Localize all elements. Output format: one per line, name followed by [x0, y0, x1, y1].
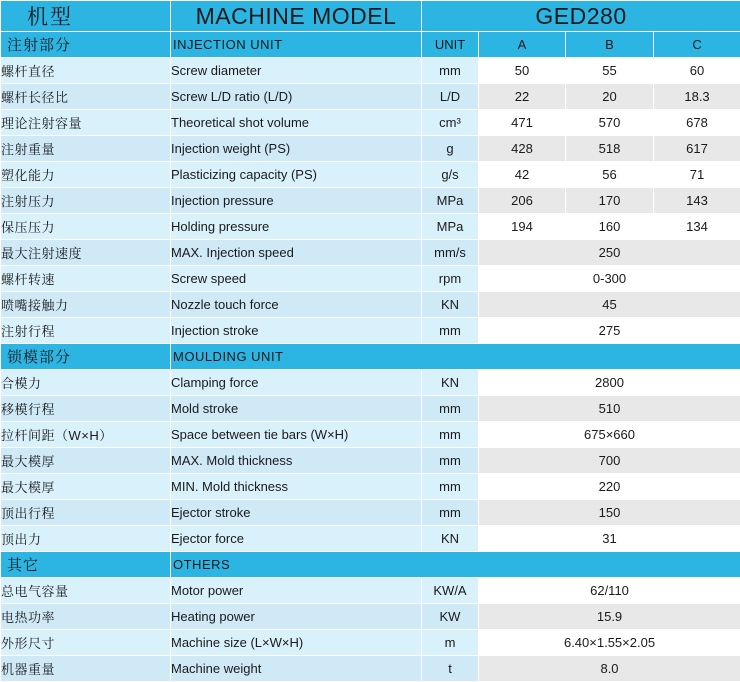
row-label-en: Ejector force	[171, 526, 422, 552]
row-unit: t	[422, 656, 479, 682]
row-label-en: Heating power	[171, 604, 422, 630]
row-value: 62/110	[479, 578, 740, 604]
table-row	[1, 422, 740, 448]
row-unit: mm	[422, 318, 479, 344]
header-en-title: MACHINE MODEL	[171, 1, 422, 32]
row-value-c: 143	[654, 188, 740, 214]
row-unit: KW	[422, 604, 479, 630]
table-row	[1, 448, 740, 474]
row-value-b: 20	[566, 84, 654, 110]
row-value: 8.0	[479, 656, 740, 682]
row-label-cn: 最大模厚	[1, 448, 171, 474]
row-label-cn: 螺杆转速	[1, 266, 171, 292]
row-value-a: 42	[479, 162, 566, 188]
row-label-cn: 最大注射速度	[1, 240, 171, 266]
row-value-b: 56	[566, 162, 654, 188]
row-value-b: 55	[566, 58, 654, 84]
table-row	[1, 240, 740, 266]
row-value-a: 206	[479, 188, 566, 214]
row-label-en: Screw diameter	[171, 58, 422, 84]
row-label-cn: 拉杆间距（W×H）	[1, 422, 171, 448]
row-label-cn: 保压压力	[1, 214, 171, 240]
table-row	[1, 162, 740, 188]
row-unit: mm	[422, 474, 479, 500]
row-label-cn: 合模力	[1, 370, 171, 396]
row-value-a: 22	[479, 84, 566, 110]
row-label-cn: 理论注射容量	[1, 110, 171, 136]
section-others-en: OTHERS	[171, 552, 740, 578]
row-label-en: Ejector stroke	[171, 500, 422, 526]
row-value-b: 570	[566, 110, 654, 136]
header-model: GED280	[422, 1, 740, 32]
row-unit: KN	[422, 526, 479, 552]
row-value: 150	[479, 500, 740, 526]
row-value-a: 471	[479, 110, 566, 136]
row-value-a: 50	[479, 58, 566, 84]
row-unit: mm/s	[422, 240, 479, 266]
row-unit: L/D	[422, 84, 479, 110]
row-value-a: 194	[479, 214, 566, 240]
row-unit: MPa	[422, 188, 479, 214]
row-value: 31	[479, 526, 740, 552]
row-label-en: Space between tie bars (W×H)	[171, 422, 422, 448]
moulding-section-row	[1, 344, 740, 370]
row-label-cn: 注射行程	[1, 318, 171, 344]
row-unit: rpm	[422, 266, 479, 292]
table-row	[1, 110, 740, 136]
row-label-en: Injection pressure	[171, 188, 422, 214]
row-label-en: Machine size (L×W×H)	[171, 630, 422, 656]
column-header-unit: UNIT	[422, 32, 479, 58]
row-unit: MPa	[422, 214, 479, 240]
row-label-en: Mold stroke	[171, 396, 422, 422]
section-others-cn: 其它	[1, 552, 171, 578]
others-section-row	[1, 552, 740, 578]
section-moulding-cn: 锁模部分	[1, 344, 171, 370]
row-value: 2800	[479, 370, 740, 396]
row-value-b: 518	[566, 136, 654, 162]
row-value-b: 170	[566, 188, 654, 214]
row-value: 15.9	[479, 604, 740, 630]
column-header-c: C	[654, 32, 740, 58]
table-row	[1, 188, 740, 214]
row-label-en: Injection weight (PS)	[171, 136, 422, 162]
row-label-en: Plasticizing capacity (PS)	[171, 162, 422, 188]
section-moulding-en: MOULDING UNIT	[171, 344, 740, 370]
row-label-en: Clamping force	[171, 370, 422, 396]
table-row	[1, 656, 740, 682]
row-value-b: 160	[566, 214, 654, 240]
row-label-cn: 顶出力	[1, 526, 171, 552]
row-label-cn: 注射重量	[1, 136, 171, 162]
table-row	[1, 396, 740, 422]
row-value: 700	[479, 448, 740, 474]
row-value: 220	[479, 474, 740, 500]
row-label-en: Injection stroke	[171, 318, 422, 344]
row-label-en: Motor power	[171, 578, 422, 604]
row-value: 275	[479, 318, 740, 344]
table-row	[1, 526, 740, 552]
row-value-c: 18.3	[654, 84, 740, 110]
row-label-cn: 顶出行程	[1, 500, 171, 526]
row-value-a: 428	[479, 136, 566, 162]
row-value: 45	[479, 292, 740, 318]
row-label-cn: 塑化能力	[1, 162, 171, 188]
table-row	[1, 136, 740, 162]
row-unit: mm	[422, 422, 479, 448]
table-row	[1, 500, 740, 526]
row-unit: m	[422, 630, 479, 656]
row-unit: cm³	[422, 110, 479, 136]
section-injection-en: INJECTION UNIT	[171, 32, 422, 58]
injection-section-row	[1, 32, 740, 58]
row-label-en: Machine weight	[171, 656, 422, 682]
row-label-cn: 注射压力	[1, 188, 171, 214]
row-unit: mm	[422, 500, 479, 526]
table-row	[1, 578, 740, 604]
row-label-cn: 螺杆直径	[1, 58, 171, 84]
row-unit: mm	[422, 58, 479, 84]
row-value-c: 60	[654, 58, 740, 84]
row-unit: mm	[422, 396, 479, 422]
row-label-en: Theoretical shot volume	[171, 110, 422, 136]
row-label-cn: 喷嘴接触力	[1, 292, 171, 318]
table-row	[1, 474, 740, 500]
row-label-en: Screw L/D ratio (L/D)	[171, 84, 422, 110]
table-row	[1, 370, 740, 396]
header-cn-title: 机型	[1, 1, 171, 32]
row-value: 0-300	[479, 266, 740, 292]
table-row	[1, 214, 740, 240]
row-label-cn: 总电气容量	[1, 578, 171, 604]
row-value-c: 678	[654, 110, 740, 136]
row-unit: mm	[422, 448, 479, 474]
row-unit: KW/A	[422, 578, 479, 604]
row-label-cn: 外形尺寸	[1, 630, 171, 656]
row-label-cn: 最大模厚	[1, 474, 171, 500]
section-injection-cn: 注射部分	[1, 32, 171, 58]
row-label-cn: 电热功率	[1, 604, 171, 630]
row-unit: g	[422, 136, 479, 162]
row-unit: g/s	[422, 162, 479, 188]
row-value: 675×660	[479, 422, 740, 448]
table-row	[1, 58, 740, 84]
table-header-row	[1, 1, 740, 32]
row-unit: KN	[422, 370, 479, 396]
table-row	[1, 292, 740, 318]
row-value-c: 617	[654, 136, 740, 162]
row-label-en: MAX. Injection speed	[171, 240, 422, 266]
table-row	[1, 84, 740, 110]
row-value: 250	[479, 240, 740, 266]
row-label-cn: 螺杆长径比	[1, 84, 171, 110]
column-header-a: A	[479, 32, 566, 58]
table-row	[1, 604, 740, 630]
row-value-c: 134	[654, 214, 740, 240]
row-value: 6.40×1.55×2.05	[479, 630, 740, 656]
table-row	[1, 266, 740, 292]
row-label-en: MAX. Mold thickness	[171, 448, 422, 474]
row-label-cn: 移模行程	[1, 396, 171, 422]
row-label-en: Screw speed	[171, 266, 422, 292]
row-label-en: Holding pressure	[171, 214, 422, 240]
row-value-c: 71	[654, 162, 740, 188]
column-header-b: B	[566, 32, 654, 58]
row-value: 510	[479, 396, 740, 422]
row-unit: KN	[422, 292, 479, 318]
row-label-en: Nozzle touch force	[171, 292, 422, 318]
row-label-en: MIN. Mold thickness	[171, 474, 422, 500]
row-label-cn: 机器重量	[1, 656, 171, 682]
table-row	[1, 318, 740, 344]
